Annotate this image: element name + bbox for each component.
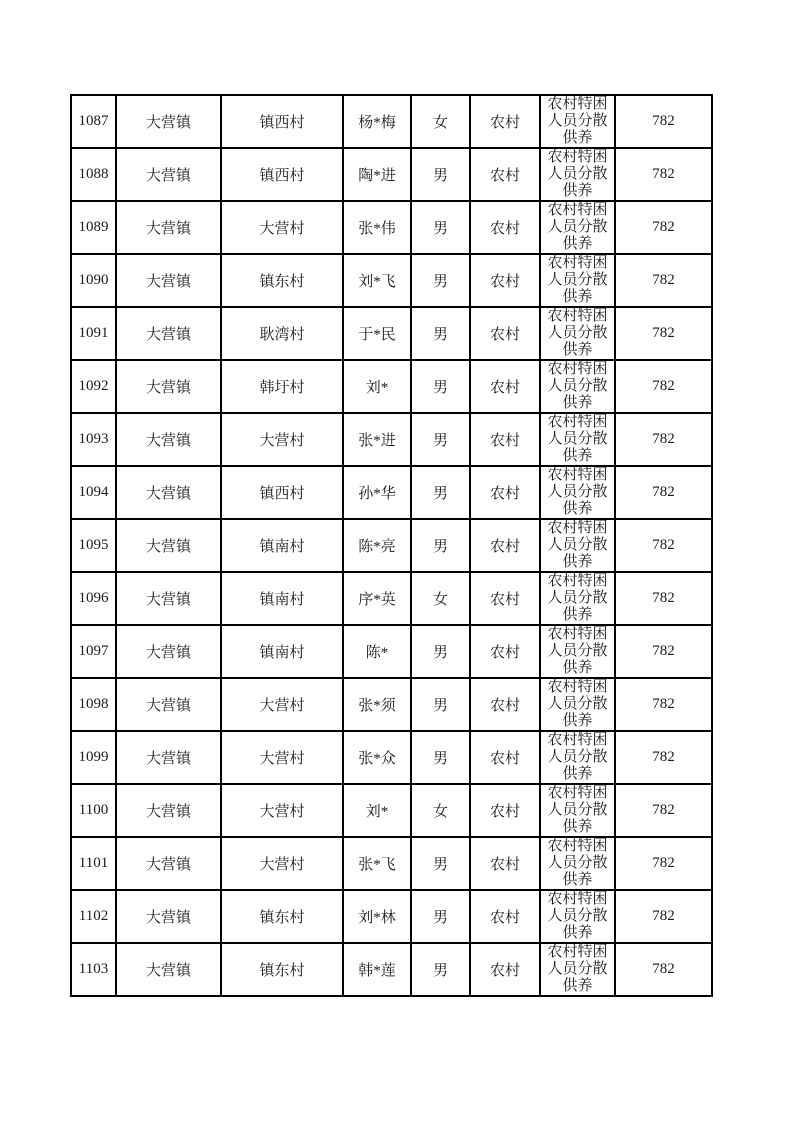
cell-assistance-category: 农村特困人员分散供养 [540, 943, 615, 996]
cell-serial-number: 1096 [71, 572, 116, 625]
cell-gender: 女 [411, 95, 470, 148]
cell-amount: 782 [615, 360, 712, 413]
cell-village: 韩圩村 [221, 360, 343, 413]
cell-area-type: 农村 [470, 890, 540, 943]
cell-gender: 女 [411, 784, 470, 837]
cell-area-type: 农村 [470, 254, 540, 307]
cell-amount: 782 [615, 413, 712, 466]
cell-amount: 782 [615, 519, 712, 572]
table-row [71, 625, 712, 678]
cell-amount: 782 [615, 943, 712, 996]
cell-area-type: 农村 [470, 466, 540, 519]
table-row [71, 201, 712, 254]
table-row [71, 466, 712, 519]
cell-gender: 男 [411, 625, 470, 678]
cell-gender: 女 [411, 572, 470, 625]
cell-gender: 男 [411, 837, 470, 890]
cell-area-type: 农村 [470, 148, 540, 201]
cell-person-name: 刘*林 [343, 890, 411, 943]
cell-assistance-category: 农村特困人员分散供养 [540, 254, 615, 307]
cell-town: 大营镇 [116, 95, 221, 148]
cell-amount: 782 [615, 625, 712, 678]
cell-amount: 782 [615, 731, 712, 784]
cell-village: 大营村 [221, 201, 343, 254]
table-row [71, 890, 712, 943]
cell-amount: 782 [615, 254, 712, 307]
cell-assistance-category: 农村特困人员分散供养 [540, 731, 615, 784]
cell-serial-number: 1100 [71, 784, 116, 837]
cell-gender: 男 [411, 943, 470, 996]
cell-area-type: 农村 [470, 678, 540, 731]
cell-area-type: 农村 [470, 784, 540, 837]
cell-area-type: 农村 [470, 731, 540, 784]
cell-assistance-category: 农村特困人员分散供养 [540, 413, 615, 466]
cell-serial-number: 1101 [71, 837, 116, 890]
table-row [71, 943, 712, 996]
cell-gender: 男 [411, 413, 470, 466]
cell-area-type: 农村 [470, 625, 540, 678]
cell-area-type: 农村 [470, 307, 540, 360]
cell-person-name: 张*飞 [343, 837, 411, 890]
cell-assistance-category: 农村特困人员分散供养 [540, 837, 615, 890]
cell-assistance-category: 农村特困人员分散供养 [540, 678, 615, 731]
cell-serial-number: 1087 [71, 95, 116, 148]
cell-gender: 男 [411, 466, 470, 519]
cell-village: 镇南村 [221, 519, 343, 572]
cell-serial-number: 1099 [71, 731, 116, 784]
table-row [71, 254, 712, 307]
cell-assistance-category: 农村特困人员分散供养 [540, 625, 615, 678]
cell-assistance-category: 农村特困人员分散供养 [540, 148, 615, 201]
cell-town: 大营镇 [116, 413, 221, 466]
cell-person-name: 陶*进 [343, 148, 411, 201]
records-table [70, 94, 713, 997]
cell-town: 大营镇 [116, 148, 221, 201]
cell-town: 大营镇 [116, 890, 221, 943]
cell-town: 大营镇 [116, 784, 221, 837]
cell-person-name: 刘* [343, 360, 411, 413]
cell-assistance-category: 农村特困人员分散供养 [540, 360, 615, 413]
cell-village: 镇南村 [221, 625, 343, 678]
cell-assistance-category: 农村特困人员分散供养 [540, 307, 615, 360]
cell-area-type: 农村 [470, 360, 540, 413]
cell-serial-number: 1095 [71, 519, 116, 572]
table-body [71, 95, 712, 996]
cell-gender: 男 [411, 890, 470, 943]
cell-gender: 男 [411, 148, 470, 201]
cell-town: 大营镇 [116, 572, 221, 625]
cell-town: 大营镇 [116, 254, 221, 307]
cell-person-name: 孙*华 [343, 466, 411, 519]
cell-amount: 782 [615, 148, 712, 201]
cell-person-name: 张*伟 [343, 201, 411, 254]
table-row [71, 148, 712, 201]
cell-person-name: 张*众 [343, 731, 411, 784]
cell-serial-number: 1103 [71, 943, 116, 996]
cell-person-name: 刘*飞 [343, 254, 411, 307]
cell-village: 镇东村 [221, 890, 343, 943]
cell-village: 镇东村 [221, 943, 343, 996]
cell-person-name: 序*英 [343, 572, 411, 625]
cell-town: 大营镇 [116, 360, 221, 413]
table-row [71, 731, 712, 784]
cell-area-type: 农村 [470, 95, 540, 148]
cell-assistance-category: 农村特困人员分散供养 [540, 201, 615, 254]
table-row [71, 572, 712, 625]
cell-gender: 男 [411, 201, 470, 254]
table-row [71, 519, 712, 572]
cell-assistance-category: 农村特困人员分散供养 [540, 890, 615, 943]
cell-amount: 782 [615, 307, 712, 360]
cell-village: 镇东村 [221, 254, 343, 307]
cell-serial-number: 1090 [71, 254, 116, 307]
table-row [71, 95, 712, 148]
cell-serial-number: 1089 [71, 201, 116, 254]
cell-amount: 782 [615, 890, 712, 943]
cell-amount: 782 [615, 678, 712, 731]
cell-area-type: 农村 [470, 413, 540, 466]
cell-village: 大营村 [221, 413, 343, 466]
cell-person-name: 陈*亮 [343, 519, 411, 572]
cell-village: 镇西村 [221, 466, 343, 519]
table-row [71, 837, 712, 890]
cell-village: 大营村 [221, 784, 343, 837]
cell-town: 大营镇 [116, 201, 221, 254]
cell-amount: 782 [615, 837, 712, 890]
cell-town: 大营镇 [116, 625, 221, 678]
cell-assistance-category: 农村特困人员分散供养 [540, 784, 615, 837]
table-row [71, 413, 712, 466]
cell-amount: 782 [615, 95, 712, 148]
cell-person-name: 刘* [343, 784, 411, 837]
cell-assistance-category: 农村特困人员分散供养 [540, 572, 615, 625]
cell-serial-number: 1092 [71, 360, 116, 413]
cell-gender: 男 [411, 360, 470, 413]
table-row [71, 678, 712, 731]
cell-gender: 男 [411, 519, 470, 572]
cell-amount: 782 [615, 466, 712, 519]
cell-area-type: 农村 [470, 572, 540, 625]
cell-person-name: 陈* [343, 625, 411, 678]
table-row [71, 784, 712, 837]
cell-town: 大营镇 [116, 678, 221, 731]
cell-person-name: 韩*莲 [343, 943, 411, 996]
cell-town: 大营镇 [116, 519, 221, 572]
table-row [71, 307, 712, 360]
table-row [71, 360, 712, 413]
cell-serial-number: 1088 [71, 148, 116, 201]
cell-serial-number: 1094 [71, 466, 116, 519]
cell-gender: 男 [411, 254, 470, 307]
cell-town: 大营镇 [116, 466, 221, 519]
cell-person-name: 张*须 [343, 678, 411, 731]
cell-area-type: 农村 [470, 201, 540, 254]
cell-person-name: 张*进 [343, 413, 411, 466]
cell-town: 大营镇 [116, 943, 221, 996]
cell-village: 耿湾村 [221, 307, 343, 360]
cell-serial-number: 1102 [71, 890, 116, 943]
cell-area-type: 农村 [470, 837, 540, 890]
cell-assistance-category: 农村特困人员分散供养 [540, 519, 615, 572]
cell-town: 大营镇 [116, 307, 221, 360]
cell-village: 镇南村 [221, 572, 343, 625]
cell-assistance-category: 农村特困人员分散供养 [540, 466, 615, 519]
cell-gender: 男 [411, 731, 470, 784]
cell-village: 大营村 [221, 731, 343, 784]
cell-amount: 782 [615, 201, 712, 254]
cell-village: 镇西村 [221, 148, 343, 201]
cell-amount: 782 [615, 784, 712, 837]
cell-gender: 男 [411, 307, 470, 360]
cell-village: 镇西村 [221, 95, 343, 148]
cell-person-name: 杨*梅 [343, 95, 411, 148]
cell-serial-number: 1093 [71, 413, 116, 466]
cell-area-type: 农村 [470, 943, 540, 996]
cell-serial-number: 1097 [71, 625, 116, 678]
cell-town: 大营镇 [116, 731, 221, 784]
cell-person-name: 于*民 [343, 307, 411, 360]
cell-town: 大营镇 [116, 837, 221, 890]
cell-village: 大营村 [221, 678, 343, 731]
cell-gender: 男 [411, 678, 470, 731]
cell-serial-number: 1098 [71, 678, 116, 731]
cell-serial-number: 1091 [71, 307, 116, 360]
cell-area-type: 农村 [470, 519, 540, 572]
cell-village: 大营村 [221, 837, 343, 890]
cell-amount: 782 [615, 572, 712, 625]
cell-assistance-category: 农村特困人员分散供养 [540, 95, 615, 148]
